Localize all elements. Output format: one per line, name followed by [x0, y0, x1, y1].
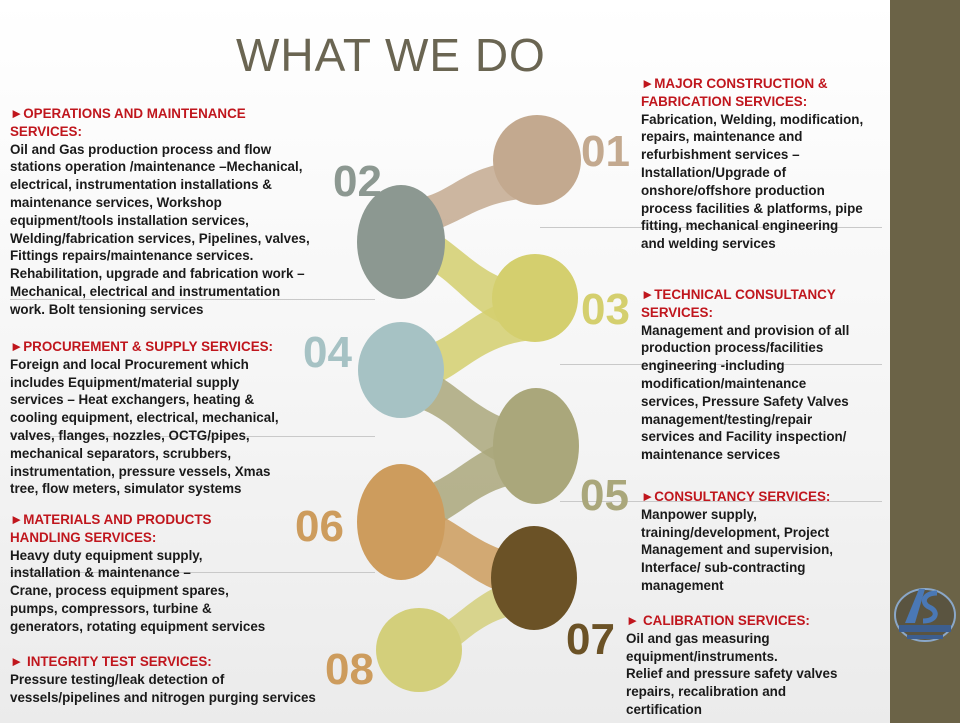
step-circle-08 [376, 608, 462, 692]
section-operations-maintenance [10, 105, 355, 319]
section-calibration [626, 612, 881, 719]
section-body: Fabrication, Welding, modification, repairs, maintenance and refurbishment services – Installation/Upgrade of onshore/offshore production process facilities & platforms, pipe fitting, mechanical engineering and welding services [641, 111, 864, 252]
step-number-03: 03 [581, 285, 630, 334]
section-heading: ►OPERATIONS AND MAINTENANCE SERVICES: [10, 106, 246, 139]
section-body: Foreign and local Procurement which includes Equipment/material supply services – Heat exchangers, heating & cooling equipment, electrical, mechanical, valves, flanges, nozzles, OCTG/pipes, mechanical separators, scrubbers, instrumentation, pressure vessels, Xmas tree, flow meters, simulator systems [10, 356, 279, 497]
section-body: Oil and Gas production process and flow stations operation /maintenance –Mechanical, electrical, instrumentation installations & maintenance services, Workshop equipment/tools installation services, Welding/fabrication services, Pipelines, valves, Fittings repairs/maintenance services. Rehabilitation, upgrade and fabrication work – Mechanical, electrical and instrumentation work. Bolt tensioning services [10, 141, 310, 317]
section-materials-handling [10, 511, 310, 636]
page-title: WHAT WE DO [236, 29, 546, 81]
section-integrity-test [10, 653, 355, 706]
section-heading: ►MAJOR CONSTRUCTION & FABRICATION SERVICES: [641, 76, 828, 109]
step-number-08: 08 [325, 645, 374, 694]
section-body: Heavy duty equipment supply, installation & maintenance – Crane, process equipment spares, pumps, compressors, turbine & generators, rotating equipment services [10, 547, 266, 634]
step-circle-05 [493, 388, 579, 504]
step-number-07: 07 [566, 615, 615, 664]
section-consultancy [641, 488, 881, 595]
section-heading: ► INTEGRITY TEST SERVICES: [10, 654, 212, 669]
step-number-04: 04 [303, 328, 352, 377]
section-heading: ►MATERIALS AND PRODUCTS HANDLING SERVICES: [10, 512, 212, 545]
step-number-05: 05 [580, 471, 629, 520]
section-heading: ►TECHNICAL CONSULTANCY SERVICES: [641, 287, 836, 320]
step-number-06: 06 [295, 502, 344, 551]
section-body: Management and provision of all production process/facilities engineering -including modification/maintenance services, Pressure Safety Valves management/testing/repair services and Facility inspection/ maintenance services [641, 322, 850, 463]
section-technical-consultancy [641, 286, 881, 464]
section-heading: ►PROCUREMENT & SUPPLY SERVICES: [10, 339, 274, 354]
step-circle-04 [358, 322, 444, 418]
section-heading: ► CALIBRATION SERVICES: [626, 613, 810, 628]
section-body: Manpower supply, training/development, Project Management and supervision, Interface/ sub-contracting management [641, 506, 833, 593]
section-construction-fabrication [641, 75, 886, 253]
section-heading: ►CONSULTANCY SERVICES: [641, 489, 831, 504]
company-logo [893, 575, 957, 647]
step-circle-07 [491, 526, 577, 630]
section-procurement-supply [10, 338, 310, 498]
section-body: Pressure testing/leak detection of vessels/pipelines and nitrogen purging services [10, 671, 316, 705]
step-number-01: 01 [581, 127, 630, 176]
step-circle-03 [492, 254, 578, 342]
step-number-02: 02 [333, 157, 382, 206]
section-body: Oil and gas measuring equipment/instruments. Relief and pressure safety valves repairs, recalibration and certification [626, 630, 838, 717]
step-circle-01 [493, 115, 581, 205]
step-circle-06 [357, 464, 445, 580]
